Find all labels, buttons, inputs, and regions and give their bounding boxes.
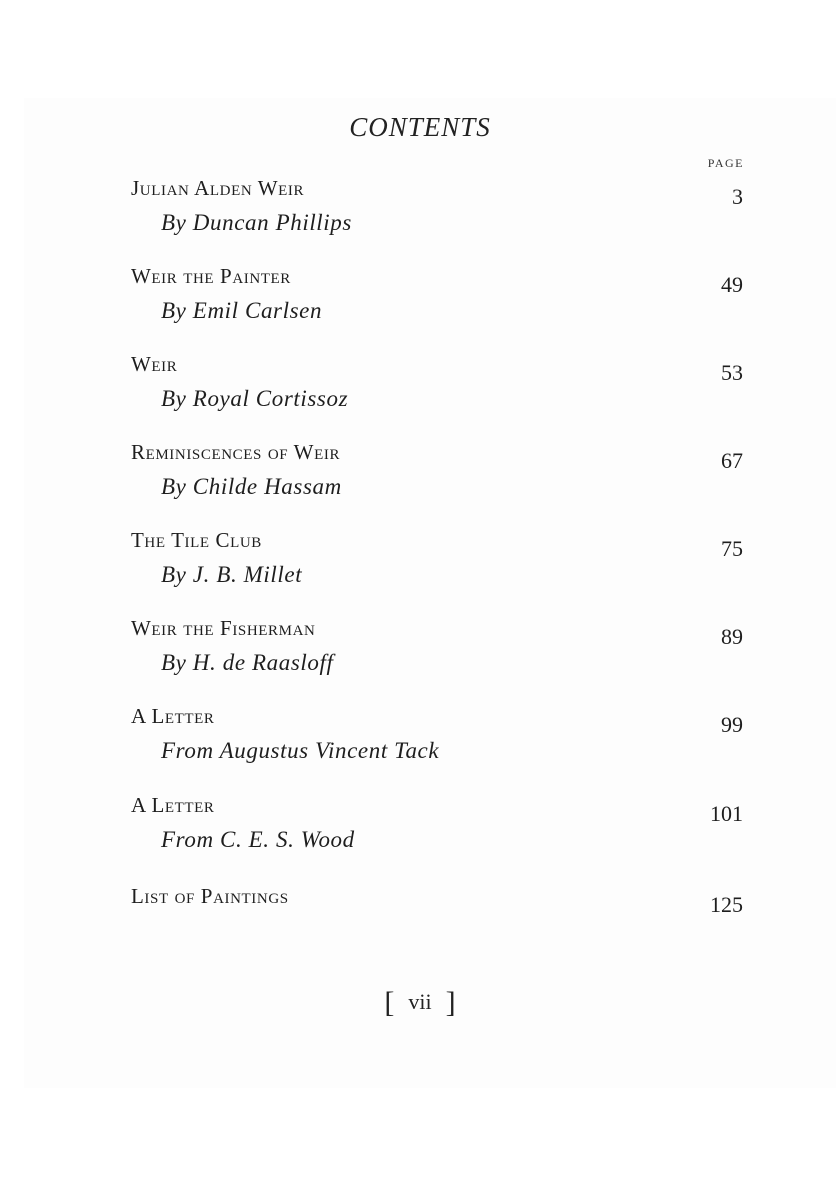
page-column-label: PAGE — [707, 156, 744, 170]
toc-entry — [131, 264, 743, 334]
toc-entry — [131, 884, 743, 954]
entry-page-number: 89 — [721, 624, 743, 649]
entry-title: Weir — [131, 352, 178, 376]
entry-page-number: 99 — [721, 712, 743, 737]
folio-open-bracket: [ — [384, 986, 395, 1019]
entry-page-number: 49 — [721, 272, 743, 297]
entry-page-number: 101 — [710, 801, 743, 826]
folio-page-number: vii — [408, 989, 432, 1014]
entry-page-number: 67 — [721, 448, 743, 473]
entry-author: From Augustus Vincent Tack — [161, 738, 440, 763]
entry-page-number: 125 — [710, 892, 743, 917]
folio — [0, 986, 840, 1020]
entry-title: The Tile Club — [131, 528, 262, 552]
toc-entry — [131, 176, 743, 246]
page-title: CONTENTS — [349, 112, 491, 142]
toc-entry — [131, 704, 743, 774]
entry-title: A Letter — [131, 704, 215, 728]
entry-author: By Childe Hassam — [161, 474, 342, 499]
folio-close-bracket: ] — [445, 986, 456, 1019]
entry-author: By Emil Carlsen — [161, 298, 323, 323]
entry-author: By Royal Cortissoz — [161, 386, 349, 411]
toc-entry — [131, 352, 743, 422]
entry-author: From C. E. S. Wood — [161, 827, 355, 852]
entry-author: By J. B. Millet — [161, 562, 303, 587]
entry-author: By Duncan Phillips — [161, 210, 352, 235]
entry-title: A Letter — [131, 793, 215, 817]
entry-title: Julian Alden Weir — [131, 176, 305, 200]
entry-page-number: 3 — [732, 184, 743, 209]
toc-entry — [131, 793, 743, 863]
entry-title: List of Paintings — [131, 884, 289, 908]
entry-author: By H. de Raasloff — [161, 650, 334, 675]
toc-entry — [131, 440, 743, 510]
entry-title: Reminiscences of Weir — [131, 440, 341, 464]
toc-entry — [131, 528, 743, 598]
entry-title: Weir the Fisherman — [131, 616, 316, 640]
entry-title: Weir the Painter — [131, 264, 291, 288]
entry-page-number: 53 — [721, 360, 743, 385]
toc-entry — [131, 616, 743, 686]
entry-page-number: 75 — [721, 536, 743, 561]
